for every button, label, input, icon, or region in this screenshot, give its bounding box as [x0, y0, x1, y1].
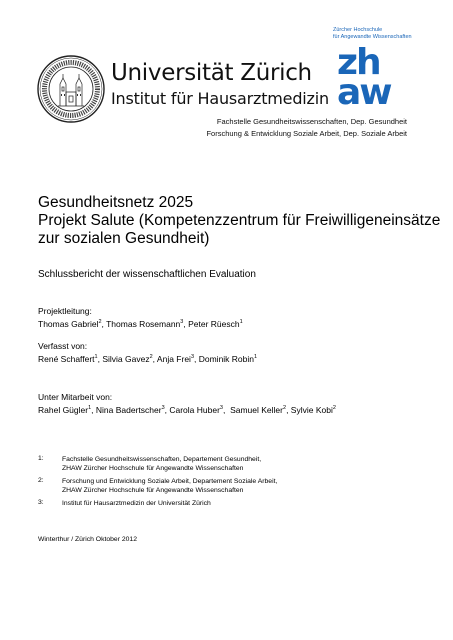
- place-date: Winterthur / Zürich Oktober 2012: [38, 536, 137, 543]
- document-title-line1: Gesundheitsnetz 2025: [38, 194, 194, 211]
- mitarbeit-names: [38, 405, 336, 415]
- person: Carola Huber$^3$,: [169, 405, 231, 415]
- document-title-line3: zur sozialen Gesundheit): [38, 230, 210, 247]
- person: Samuel Keller$^2$,: [230, 405, 291, 415]
- department-line-2: Forschung & Entwicklung Soziale Arbeit, Dep. Soziale Arbeit: [206, 129, 407, 138]
- uzh-seal-logo: [36, 54, 106, 124]
- zhaw-tagline-line2: für Angewandte Wissenschaften: [333, 34, 412, 40]
- institute-name: Institut für Hausarztmedizin: [111, 89, 329, 108]
- person: René Schaffert$^1$,: [38, 354, 103, 364]
- footnote-2: 2: Forschung und Entwicklung Soziale Arbeit, Departement Soziale Arbeit, ZHAW Zürcher Hochschule für Angewandte Wissenschaften: [38, 477, 278, 494]
- zhaw-logo-top: zh: [337, 46, 380, 83]
- zhaw-tagline: [333, 27, 412, 41]
- projektleitung-label: Projektleitung:: [38, 306, 92, 316]
- person: Silvia Gavez$^2$,: [102, 354, 157, 364]
- footnote-3: 3: Institut für Hausarztmedizin der Universität Zürich: [38, 499, 211, 507]
- verfasst-names: [38, 354, 257, 364]
- zhaw-logo-bottom: aw: [337, 72, 391, 108]
- zhaw-logo: [333, 46, 401, 113]
- person: Peter Rüesch$^1$: [188, 319, 243, 329]
- document-title-line2: Projekt Salute (Kompetenzzentrum für Freiwilligeneinsätze: [38, 212, 441, 229]
- person: Sylvie Kobi$^2$: [290, 405, 336, 415]
- person: Dominik Robin$^1$: [198, 354, 258, 364]
- footnote-1: 1: Fachstelle Gesundheitswissenschaften, Departement Gesundheit, ZHAW Zürcher Hochschule für Angewandte Wissenschaften: [38, 455, 262, 472]
- person: Thomas Gabriel$^2$,: [38, 319, 107, 329]
- mitarbeit-label: Unter Mitarbeit von:: [38, 392, 113, 402]
- person: Nina Badertscher$^3$,: [95, 405, 170, 415]
- department-line-1: Fachstelle Gesundheitswissenschaften, Dep. Gesundheit: [216, 117, 407, 126]
- person: Anja Frei$^3$,: [156, 354, 199, 364]
- verfasst-label: Verfasst von:: [38, 341, 88, 351]
- university-name: Universität Zürich: [111, 60, 312, 86]
- zhaw-tagline-line1: Zürcher Hochschule: [333, 27, 383, 33]
- projektleitung-names: [38, 319, 243, 329]
- person: Rahel Gügler$^1$,: [38, 405, 96, 415]
- person: Thomas Rosemann$^3$,: [106, 319, 189, 329]
- document-subtitle: Schlussbericht der wissenschaftlichen Evaluation: [38, 269, 256, 280]
